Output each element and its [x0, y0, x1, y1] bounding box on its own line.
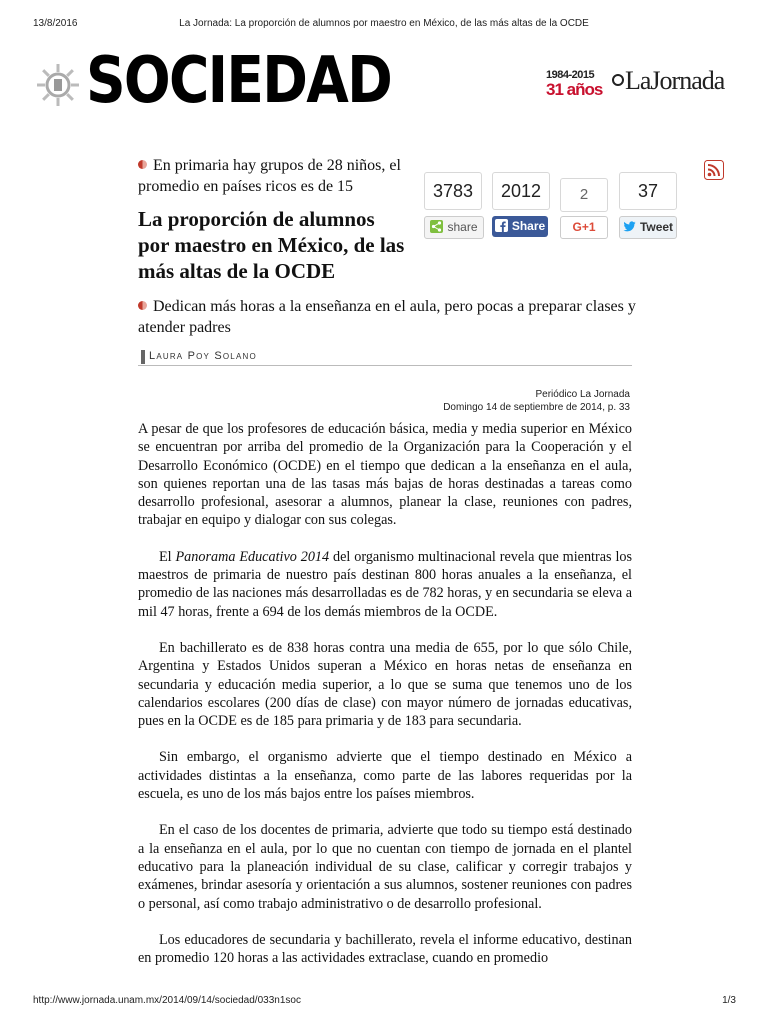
print-page-title: La Jornada: La proporción de alumnos por maestro en México, de las más altas de la OCDE	[179, 18, 589, 29]
publication-title: Panorama Educativo 2014	[175, 548, 330, 565]
print-date: 13/8/2016	[33, 18, 78, 29]
brand-name: LaJornada	[625, 66, 725, 95]
share-label: share	[447, 220, 478, 234]
brand-logo[interactable]	[612, 66, 724, 96]
paragraph: En el caso de los docentes de primaria, advierte que todo su tiempo está destinado a la enseñanza en el aula, por lo que no cuentan con tiempo de jornada en el plantel educativo para la planeación individual de su clase, calificar y corregir trabajos y exámenes, brindar asesoría y orientación a sus alumnos, sostener reuniones con padres o personal, así como trabajo administrativo o de desarrollo profesional.	[138, 822, 632, 912]
bullet-icon	[138, 160, 147, 169]
gplus-count: 2	[560, 178, 608, 212]
tweet-label: Tweet	[639, 220, 674, 234]
article-headline: La proporción de alumnos por maestro en México, de las más altas de la OCDE	[138, 207, 405, 283]
brand-dot-icon	[612, 74, 624, 86]
byline	[138, 349, 632, 366]
share-icon	[430, 220, 443, 233]
twitter-icon	[623, 220, 636, 233]
bullet-icon	[138, 301, 147, 310]
subheadline-text: Dedican más horas a la enseñanza en el aula, pero pocas a preparar clases y atender padres	[138, 298, 636, 336]
section-title: SOCIEDAD	[86, 44, 392, 118]
print-url: http://www.jornada.unam.mx/2014/09/14/sociedad/033n1soc	[33, 995, 301, 1006]
anniversary-label: 31 años	[546, 80, 603, 99]
share-button[interactable]	[424, 216, 484, 239]
twitter-count: 37	[619, 172, 677, 210]
byline-marker	[141, 350, 145, 364]
paragraph: Sin embargo, el organismo advierte que el tiempo destinado en México a actividades distintas a la enseñanza, como parte de las labores requeridas por la escuela, es uno de los más bajos entre los países miembros.	[138, 749, 632, 803]
print-page-number: 1/3	[722, 995, 736, 1006]
gplus-button[interactable]	[560, 216, 608, 239]
source-date: Domingo 14 de septiembre de 2014, p. 33	[443, 402, 630, 413]
article-source	[300, 388, 630, 414]
paragraph: Los educadores de secundaria y bachillerato, revela el informe educativo, destinan en promedio 120 horas a las actividades extraclase, cuando en promedio	[138, 931, 632, 967]
facebook-icon	[495, 219, 508, 232]
facebook-share-label: Share	[511, 219, 546, 233]
facebook-count: 2012	[492, 172, 550, 210]
anniversary-years: 1984-2015	[546, 69, 595, 81]
anniversary-badge	[546, 70, 608, 98]
article-kicker	[138, 155, 418, 197]
sun-logo-icon	[36, 63, 80, 107]
paragraph: En bachillerato es de 838 horas contra una media de 655, por lo que sólo Chile, Argentina y Estados Unidos superan a México en horas netas de enseñanza en secundaria y educación media superior, a lo que se suma que tenemos uno de los calendarios escolares (200 días de clase) con mayor número de jornadas educativas, pues en la OCDE es de 185 para primaria y de 183 para secundaria.	[138, 639, 632, 730]
paragraph-text: del organismo multinacional revela que mientras los maestros de primaria de nuestro país destinan 800 horas anuales a la enseñanza, el promedio de las naciones más desarrolladas es de 782 horas, y en secundaria se eleva a mil 47 horas, frente a 694 de los demás miembros de la OCDE.	[138, 548, 633, 620]
tweet-button[interactable]	[619, 216, 677, 239]
gplus-label: G+1	[572, 220, 596, 234]
source-name: Periódico La Jornada	[535, 389, 630, 400]
paragraph: A pesar de que los profesores de educación básica, media y media superior en México se encuentran por arriba del promedio de la Organización para la Cooperación y el Desarrollo Económico (OCDE) en el tiempo que dedican a la enseñanza en el aula, son quienes reportan una de las tasas más bajas de horas destinadas a tareas como desarrollo profesional, asesorar a alumnos, planear la clase, reuniones con padres, trabajar en equipo y dialogar con sus colegas.	[138, 421, 632, 529]
share-count: 3783	[424, 172, 482, 210]
paragraph	[138, 548, 632, 621]
paragraph-text: El	[159, 548, 176, 565]
kicker-text: En primaria hay grupos de 28 niños, el promedio en países ricos es de 15	[138, 157, 401, 195]
author-name: Laura Poy Solano	[149, 350, 257, 362]
facebook-share-button[interactable]	[492, 216, 548, 237]
rss-feed-icon[interactable]	[704, 160, 724, 180]
article-body	[138, 420, 632, 985]
article-subheadline	[138, 296, 638, 338]
